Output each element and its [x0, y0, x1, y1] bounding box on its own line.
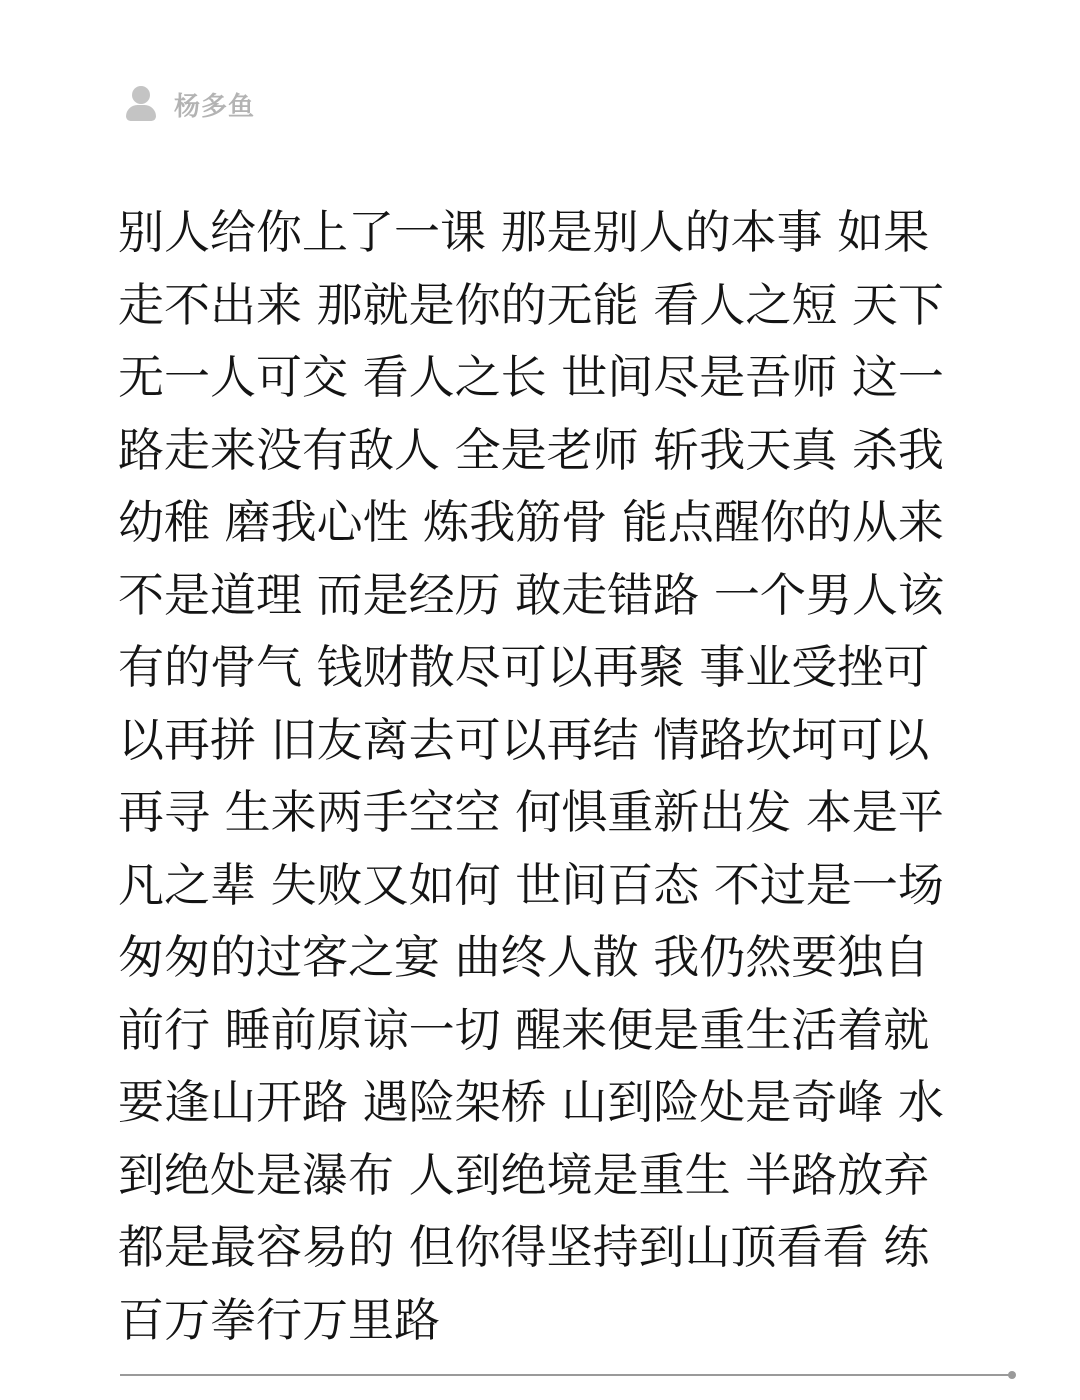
- article-line: 前行 睡前原谅一切 醒来便是重生活着就: [118, 1002, 930, 1057]
- user-icon: [126, 86, 156, 122]
- article-line: 以再拼 旧友离去可以再结 情路坎坷可以: [118, 712, 930, 767]
- article-line: 百万拳行万里路: [118, 1292, 440, 1347]
- article-line: 到绝处是瀑布 人到绝境是重生 半路放弃: [118, 1147, 930, 1202]
- article-line: 匆匆的过客之宴 曲终人散 我仍然要独自: [118, 930, 930, 984]
- article-line: 走不出来 那就是你的无能 看人之短 天下: [118, 277, 944, 332]
- divider-line: [120, 1374, 1012, 1376]
- article-body: [118, 196, 944, 1356]
- article-line: 有的骨气 钱财散尽可以再聚 事业受挫可: [118, 640, 930, 694]
- article-line: 不是道理 而是经历 敢走错路 一个男人该: [118, 567, 944, 622]
- article-line: 凡之辈 失败又如何 世间百态 不过是一场: [118, 857, 944, 912]
- divider-end-dot: [1008, 1371, 1016, 1379]
- article-line: 都是最容易的 但你得坚持到山顶看看 练: [118, 1220, 930, 1274]
- article-line: 要逢山开路 遇险架桥 山到险处是奇峰 水: [118, 1075, 944, 1129]
- article-line: 别人给你上了一课 那是别人的本事 如果: [118, 205, 930, 259]
- article-line: 无一人可交 看人之长 世间尽是吾师 这一: [118, 350, 944, 404]
- article-line: 幼稚 磨我心性 炼我筋骨 能点醒你的从来: [118, 495, 944, 549]
- author-name[interactable]: 杨多鱼: [174, 91, 256, 122]
- article-line: 路走来没有敌人 全是老师 斩我天真 杀我: [118, 422, 944, 477]
- article-line: 再寻 生来两手空空 何惧重新出发 本是平: [118, 785, 944, 839]
- author-header[interactable]: [126, 84, 255, 124]
